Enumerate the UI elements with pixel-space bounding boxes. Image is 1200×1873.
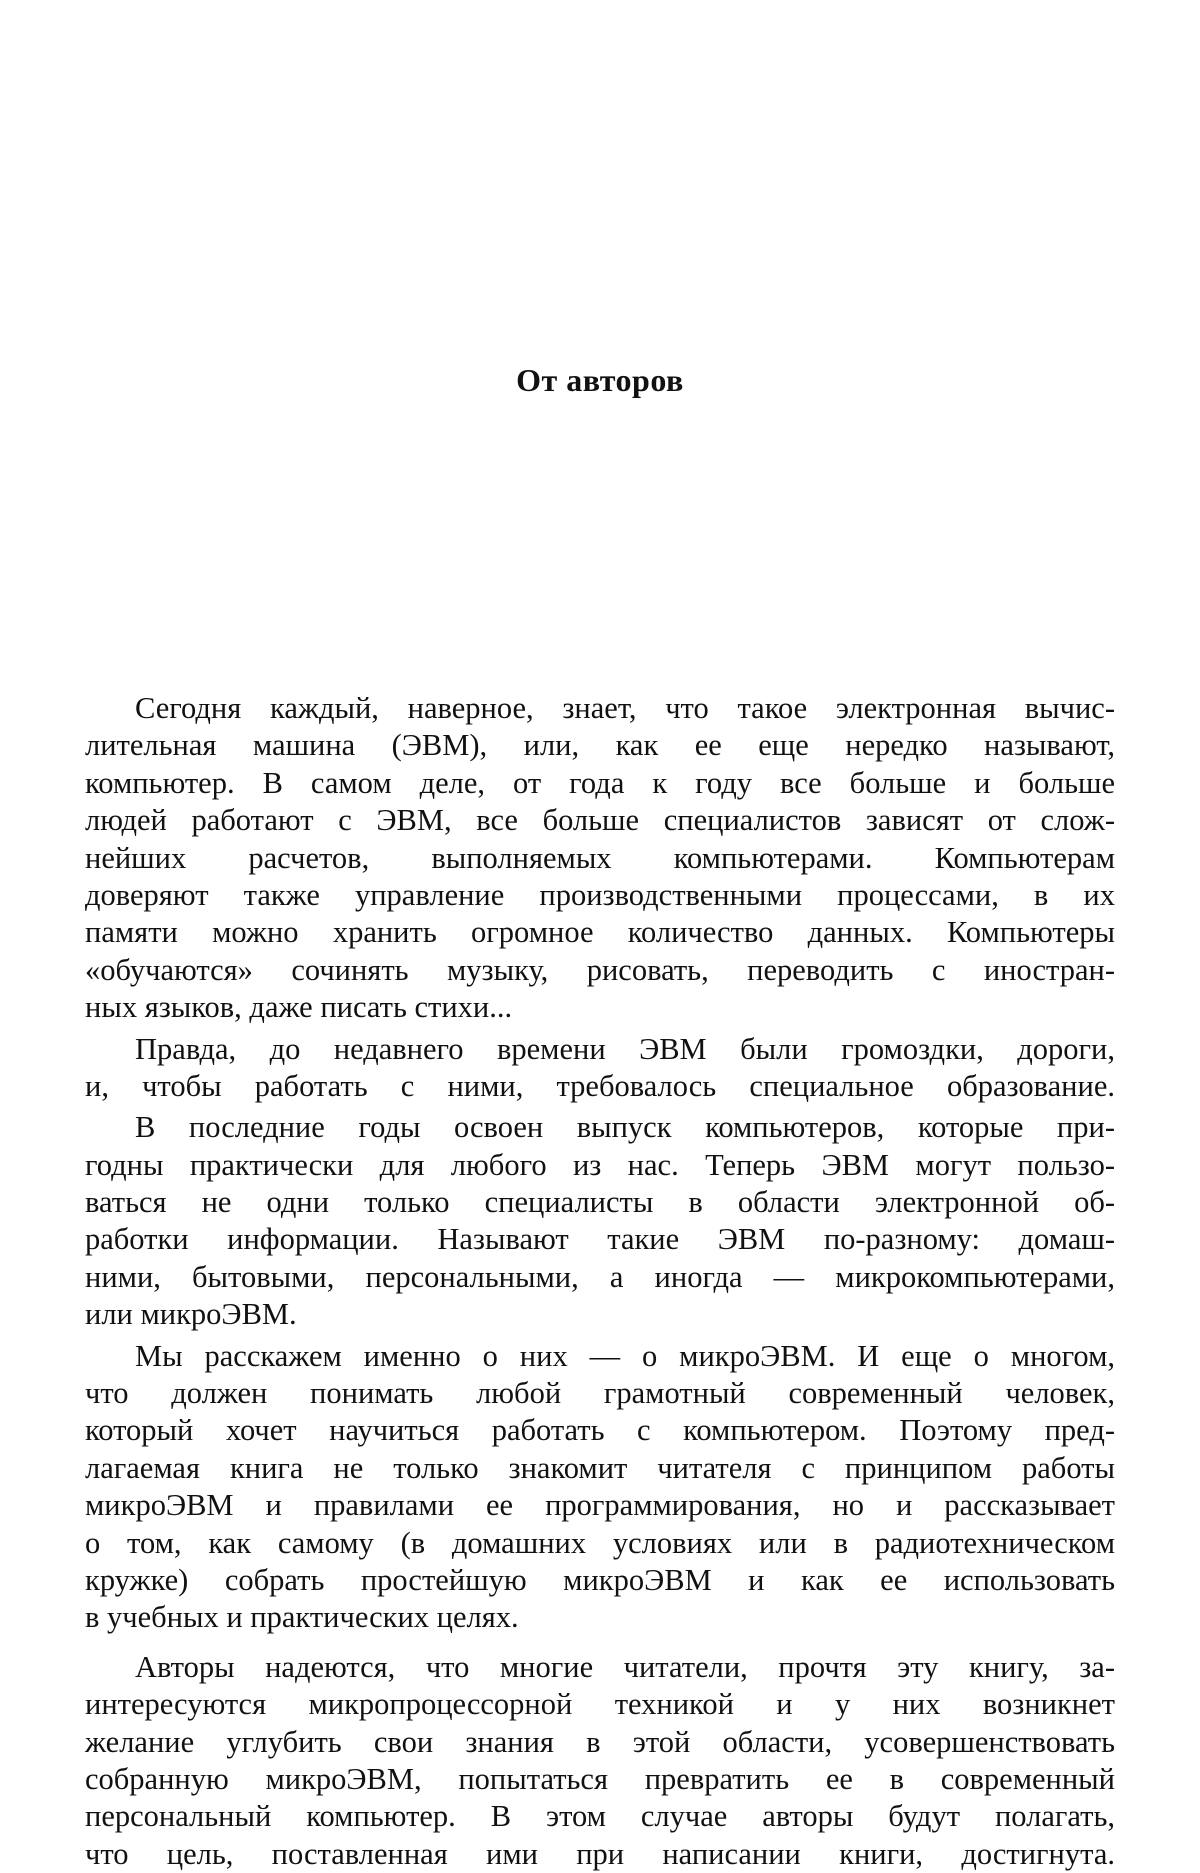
- text-line: что должен понимать любой грамотный современный человек,: [85, 1376, 1115, 1411]
- text-line: «обучаются» сочинять музыку, рисовать, переводить с иностран-: [85, 952, 1115, 987]
- text-line: ними, бытовыми, персональными, а иногда — микрокомпьютерами,: [85, 1259, 1115, 1294]
- text-line: интересуются микропроцессорной техникой и у них возникнет: [85, 1687, 1115, 1722]
- text-line: Правда, до недавнего времени ЭВМ были громоздки, дороги,: [135, 1031, 1115, 1066]
- text-line: В последние годы освоен выпуск компьютеров, которые при-: [135, 1110, 1115, 1145]
- text-line: в учебных и практических целях.: [85, 1600, 519, 1635]
- text-line: годны практически для любого из нас. Теперь ЭВМ могут пользо-: [85, 1147, 1115, 1182]
- text-line: собранную микроЭВМ, попытаться превратить ее в современный: [85, 1761, 1115, 1796]
- text-line: желание углубить свои знания в этой области, усовершенствовать: [85, 1724, 1115, 1759]
- text-line: микроЭВМ и правилами ее программирования, но и рассказывает: [85, 1488, 1115, 1523]
- paragraph-2: [85, 1031, 1115, 1106]
- text-line: Авторы надеются, что многие читатели, прочтя эту книгу, за-: [135, 1649, 1115, 1684]
- text-line: и, чтобы работать с ними, требовалось специальное образование.: [85, 1068, 1115, 1103]
- paragraph-5: [85, 1649, 1115, 1873]
- text-line: что цель, поставленная ими при написании книги, достигнута.: [85, 1836, 1115, 1871]
- text-line: ваться не одни только специалисты в области электронной об-: [85, 1185, 1115, 1220]
- text-line: доверяют также управление производственными процессами, в их: [85, 877, 1115, 912]
- text-line: лительная машина (ЭВМ), или, как ее еще нередко называют,: [85, 728, 1115, 763]
- text-line: ных языков, даже писать стихи...: [85, 990, 513, 1025]
- text-line: персональный компьютер. В этом случае авторы будут полагать,: [85, 1799, 1115, 1834]
- text-line: компьютер. В самом деле, от года к году все больше и больше: [85, 765, 1115, 800]
- text-line: людей работают с ЭВМ, все больше специалистов зависят от слож-: [85, 803, 1115, 838]
- text-line: Сегодня каждый, наверное, знает, что такое электронная вычис-: [135, 691, 1115, 725]
- text-line: нейших расчетов, выполняемых компьютерами. Компьютерам: [85, 840, 1115, 875]
- text-line: или микроЭВМ.: [85, 1297, 297, 1332]
- text-line: памяти можно хранить огромное количество данных. Компьютеры: [85, 915, 1115, 950]
- text-line: кружке) собрать простейшую микроЭВМ и как ее использовать: [85, 1562, 1115, 1597]
- paragraph-1: [85, 690, 1115, 1027]
- paragraph-4: [85, 1338, 1115, 1637]
- page-heading: От авторов: [516, 362, 684, 398]
- text-line: лагаемая книга не только знакомит читателя с принципом работы: [85, 1450, 1115, 1485]
- text-line: Мы расскажем именно о них — о микроЭВМ. И еще о многом,: [135, 1338, 1115, 1373]
- paragraph-3: [85, 1109, 1115, 1333]
- text-line: который хочет научиться работать с компьютером. Поэтому пред-: [85, 1413, 1115, 1448]
- text-line: о том, как самому (в домашних условиях или в радиотехническом: [85, 1525, 1115, 1560]
- text-line: работки информации. Называют такие ЭВМ по-разному: домаш-: [85, 1222, 1115, 1257]
- body-text: [85, 690, 1115, 1873]
